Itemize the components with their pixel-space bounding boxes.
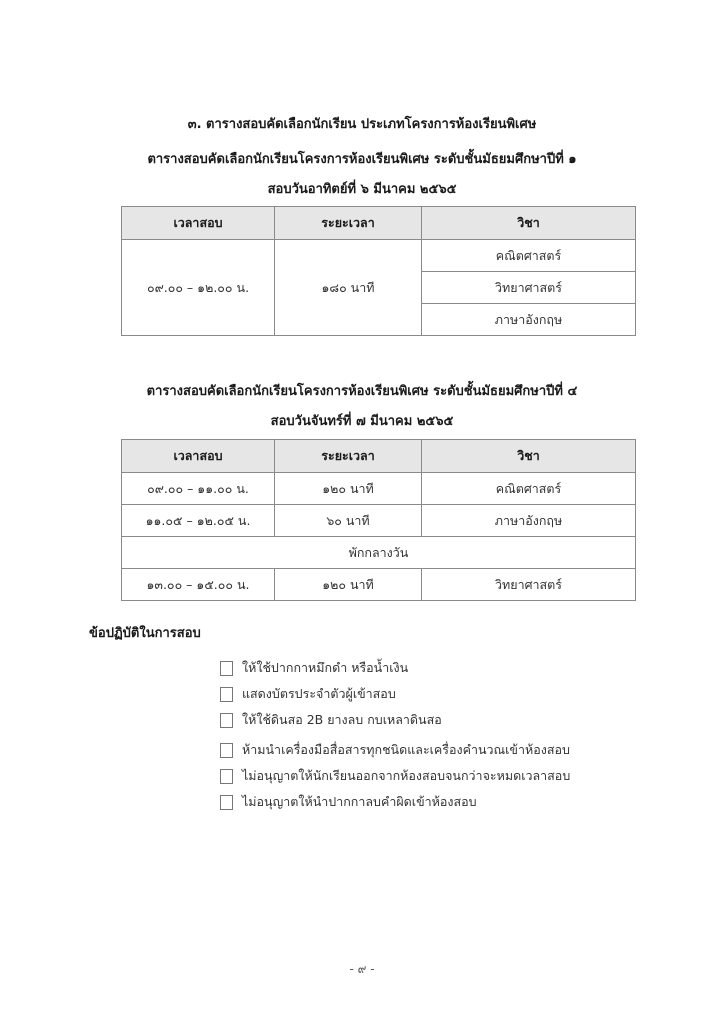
duration-cell: ๑๒๐ นาที [275,569,422,601]
schedule-m1-title: ตารางสอบคัดเลือกนักเรียนโครงการห้องเรียนพิเศษ ระดับชั้นมัธยมศึกษาปีที่ ๑ [147,152,577,167]
rule-item [220,766,570,786]
table-header-row [122,207,636,240]
table-row [122,240,636,272]
rule-text: ไม่อนุญาตให้นักเรียนออกจากห้องสอบจนกว่าจะหมดเวลาสอบ [242,768,571,783]
subject-cell: วิทยาศาสตร์ [422,272,636,304]
lunch-break-row [122,537,636,569]
rule-text: ไม่อนุญาตให้นำปากกาลบคำผิดเข้าห้องสอบ [242,794,477,809]
schedule-m1-date: สอบวันอาทิตย์ที่ ๖ มีนาคม ๒๕๖๕ [267,182,457,197]
subject-cell: วิทยาศาสตร์ [422,569,636,601]
page-number: - ๙ - [349,962,375,976]
checkbox-icon [220,687,233,702]
exam-time-cell: ๐๙.๐๐ – ๑๑.๐๐ น. [122,473,275,505]
header-exam-time: เวลาสอบ [122,207,275,240]
header-subject: วิชา [422,440,636,473]
exam-time-cell: ๑๑.๐๕ – ๑๒.๐๕ น. [122,505,275,537]
rule-text: แสดงบัตรประจำตัวผู้เข้าสอบ [242,686,396,701]
exam-time-cell: ๑๓.๐๐ – ๑๕.๐๐ น. [122,569,275,601]
schedule-m4-table [121,439,636,601]
rule-item [220,684,396,704]
schedule-m4-date: สอบวันจันทร์ที่ ๗ มีนาคม ๒๕๖๕ [270,414,454,429]
rules-title: ข้อปฏิบัติในการสอบ [89,626,201,641]
rule-text: ให้ใช้ดินสอ 2B ยางลบ กบเหลาดินสอ [242,712,442,727]
schedule-m4-title: ตารางสอบคัดเลือกนักเรียนโครงการห้องเรียนพิเศษ ระดับชั้นมัธยมศึกษาปีที่ ๔ [146,384,578,399]
section-title: ๓. ตารางสอบคัดเลือกนักเรียน ประเภทโครงการห้องเรียนพิเศษ [187,117,537,132]
schedule-m1-table [121,206,636,336]
duration-cell: ๑๘๐ นาที [275,240,422,336]
lunch-break-cell: พักกลางวัน [122,537,636,569]
checkbox-icon [220,795,233,810]
rule-text: ให้ใช้ปากกาหมึกดำ หรือน้ำเงิน [242,660,409,675]
subject-cell: ภาษาอังกฤษ [422,304,636,336]
subject-cell: คณิตศาสตร์ [422,473,636,505]
subject-cell: ภาษาอังกฤษ [422,505,636,537]
rule-item [220,792,477,812]
subject-cell: คณิตศาสตร์ [422,240,636,272]
exam-time-cell: ๐๙.๐๐ – ๑๒.๐๐ น. [122,240,275,336]
duration-cell: ๑๒๐ นาที [275,473,422,505]
header-duration: ระยะเวลา [275,440,422,473]
checkbox-icon [220,661,233,676]
table-header-row [122,440,636,473]
rule-item [220,658,408,678]
rule-text: ห้ามนำเครื่องมือสื่อสารทุกชนิดและเครื่องคำนวณเข้าห้องสอบ [242,742,570,757]
table-row [122,473,636,505]
checkbox-icon [220,769,233,784]
header-subject: วิชา [422,207,636,240]
table-row [122,569,636,601]
header-exam-time: เวลาสอบ [122,440,275,473]
table-row [122,505,636,537]
checkbox-icon [220,713,233,728]
rule-item [220,740,570,760]
checkbox-icon [220,743,233,758]
rule-item [220,710,442,730]
duration-cell: ๖๐ นาที [275,505,422,537]
header-duration: ระยะเวลา [275,207,422,240]
